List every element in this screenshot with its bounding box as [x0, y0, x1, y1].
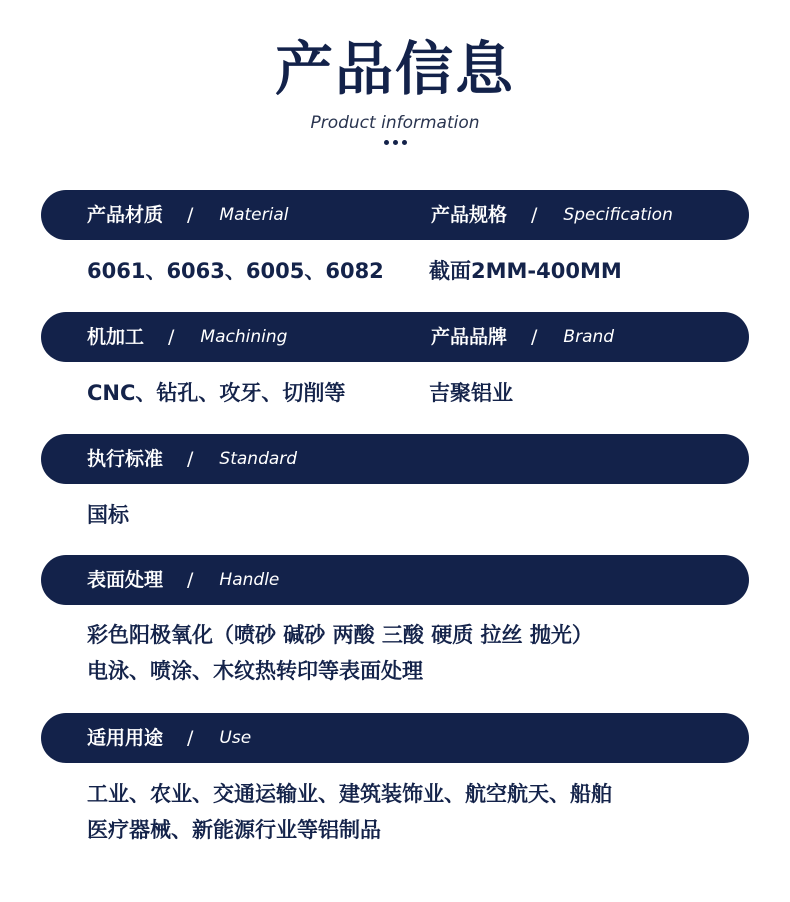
header-en-label: Material — [219, 205, 289, 225]
header-separator: / — [187, 727, 194, 749]
header-handle — [87, 555, 279, 605]
page-title: 产品信息 — [274, 35, 515, 103]
handle-value-line-2: 电泳、喷涂、木纹热转印等表面处理 — [87, 659, 423, 683]
header-separator: / — [531, 326, 538, 348]
dot-icon — [393, 140, 398, 145]
page-subtitle: Product information — [310, 113, 480, 133]
dot-icon — [402, 140, 407, 145]
section-header-standard — [41, 434, 749, 484]
header-en-label: Machining — [200, 327, 288, 347]
header-en-label: Specification — [563, 205, 673, 225]
brand-value: 吉聚铝业 — [429, 381, 513, 405]
section-header-handle — [41, 555, 749, 605]
header-zh-label: 产品品牌 — [431, 326, 508, 348]
header-zh-label: 产品规格 — [431, 204, 508, 226]
header-zh-label: 机加工 — [87, 326, 145, 348]
header-zh-label: 表面处理 — [87, 569, 164, 591]
header-en-label: Handle — [219, 570, 280, 590]
header-zh-label: 适用用途 — [87, 727, 164, 749]
header-separator: / — [531, 204, 538, 226]
header-brand — [431, 312, 614, 362]
header-separator: / — [187, 448, 194, 470]
header-en-label: Use — [219, 728, 252, 748]
section-header-material — [41, 190, 749, 240]
section-header-machining — [41, 312, 749, 362]
header-separator: / — [168, 326, 175, 348]
header-material — [87, 190, 288, 240]
use-value-line-1: 工业、农业、交通运输业、建筑装饰业、航空航天、船舶 — [87, 782, 612, 806]
header-separator: / — [187, 569, 194, 591]
handle-value-line-1: 彩色阳极氧化（喷砂 碱砂 两酸 三酸 硬质 拉丝 抛光） — [87, 623, 593, 647]
header-standard — [87, 434, 297, 484]
header-zh-label: 产品材质 — [87, 204, 164, 226]
header-specification — [431, 190, 673, 240]
header-en-label: Standard — [219, 449, 298, 469]
use-value-line-2: 医疗器械、新能源行业等铝制品 — [87, 818, 381, 842]
machining-value: CNC、钻孔、攻牙、切削等 — [87, 381, 346, 405]
header-use — [87, 713, 251, 763]
specification-value: 截面2MM-400MM — [429, 259, 622, 283]
material-value: 6061、6063、6005、6082 — [87, 259, 384, 283]
header-machining — [87, 312, 287, 362]
decorative-dots — [0, 140, 790, 145]
dot-icon — [384, 140, 389, 145]
section-header-use — [41, 713, 749, 763]
header-separator: / — [187, 204, 194, 226]
standard-value: 国标 — [87, 503, 129, 527]
header-en-label: Brand — [563, 327, 615, 347]
header-zh-label: 执行标准 — [87, 448, 164, 470]
